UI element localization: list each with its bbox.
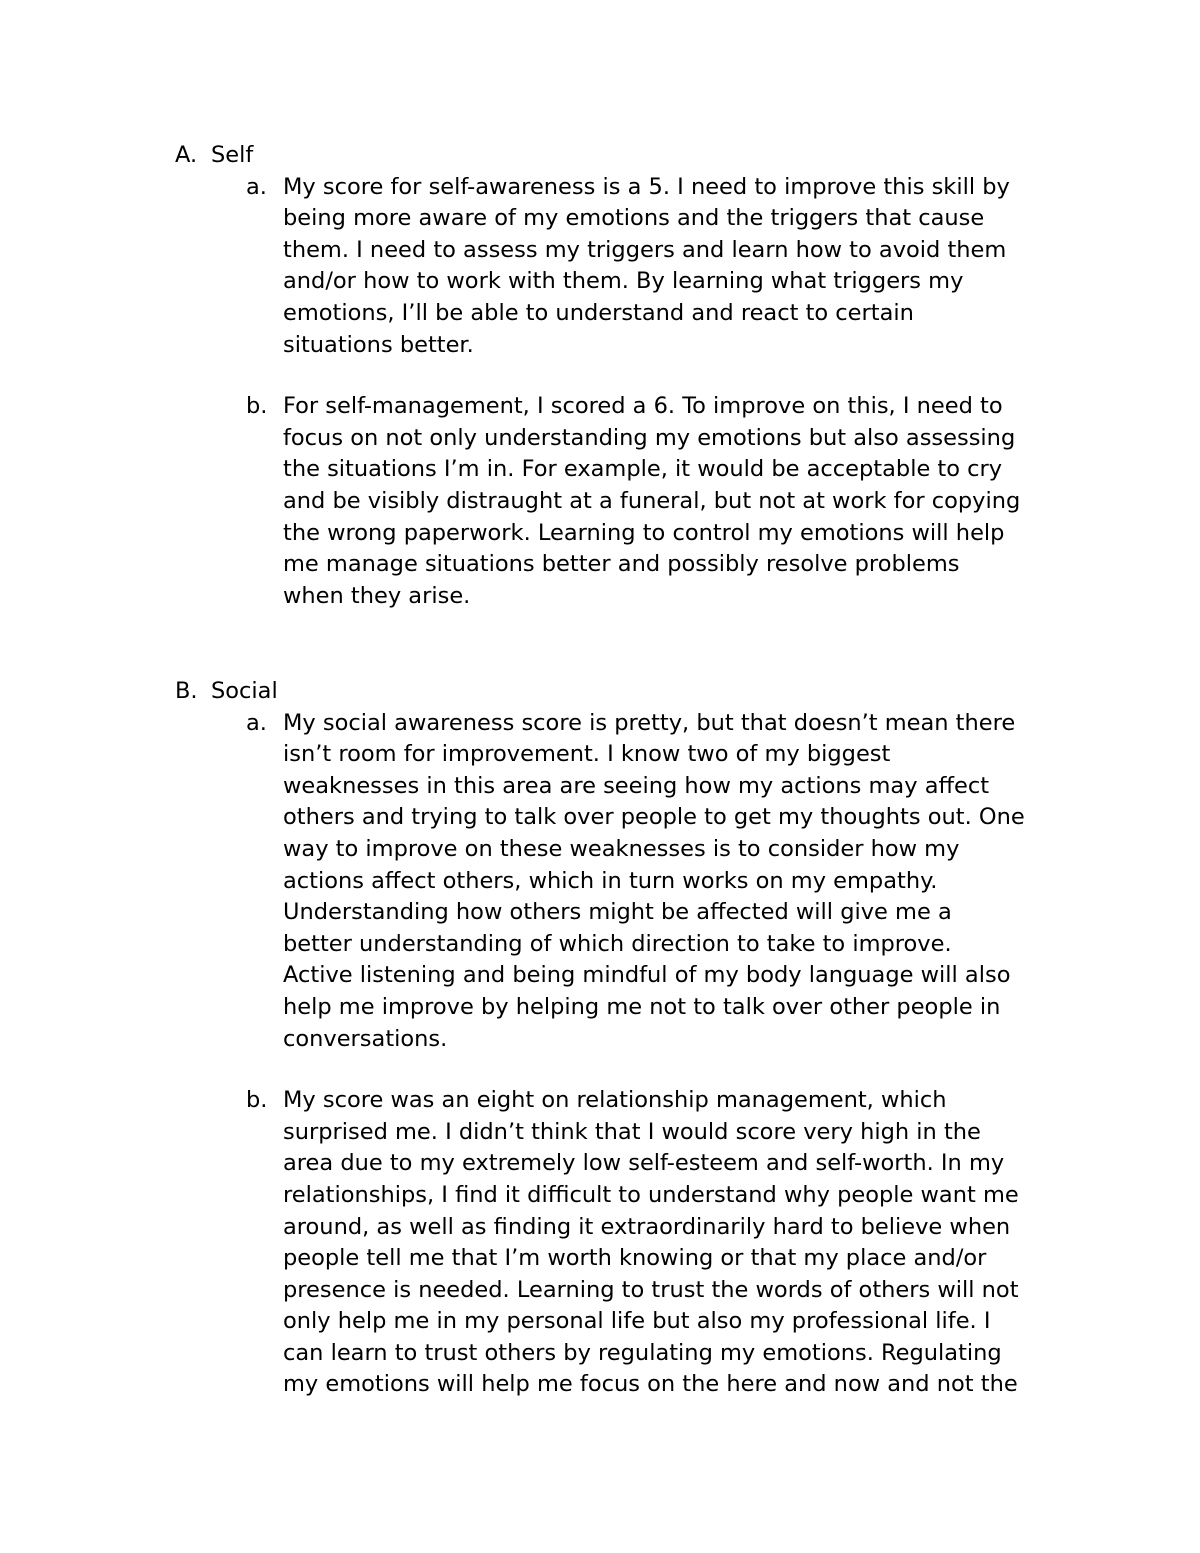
text-line: actions affect others, which in turn works on my empathy. [283,867,938,894]
list-item-self-management [246,391,1073,612]
text-line: the wrong paperwork. Learning to control my emotions will help [283,519,1005,546]
text-line: and/or how to work with them. By learning what triggers my [283,268,964,295]
text-line: my emotions will help me focus on the here and now and not the [283,1371,1018,1398]
text-line: way to improve on these weaknesses is to consider how my [283,835,960,862]
text-line: conversations. [283,1025,448,1052]
item-marker: b. [246,393,268,420]
text-line: My score for self-awareness is a 5. I need to improve this skill by [283,173,1010,200]
text-line: around, as well as finding it extraordinarily hard to believe when [283,1213,1011,1240]
text-line: situations better. [283,331,474,358]
text-line: people tell me that I’m worth knowing or that my place and/or [283,1245,987,1272]
item-marker: a. [246,173,267,200]
text-line: being more aware of my emotions and the triggers that cause [283,205,985,232]
section-social [175,676,1075,1401]
text-line: Active listening and being mindful of my body language will also [283,962,1011,989]
text-line: better understanding of which direction to take to improve. [283,930,952,957]
text-line: the situations I’m in. For example, it would be acceptable to cry [283,456,1003,483]
text-line: emotions, I’ll be able to understand and react to certain [283,299,914,326]
section-title: Self [211,142,254,168]
text-line: surprised me. I didn’t think that I would score very high in the [283,1118,981,1145]
text-line: Understanding how others might be affected will give me a [283,899,952,926]
text-line: others and trying to talk over people to get my thoughts out. One [283,804,1025,831]
text-line: relationships, I find it difficult to understand why people want me [283,1181,1019,1208]
text-line: area due to my extremely low self-esteem and self-worth. In my [283,1150,1005,1177]
text-line: My score was an eight on relationship management, which [283,1087,947,1114]
list-item-social-awareness [246,708,1073,1056]
text-line: For self-management, I scored a 6. To improve on this, I need to [283,393,1003,420]
text-line: isn’t room for improvement. I know two of my biggest [283,741,891,768]
item-marker: a. [246,709,267,736]
text-line: and be visibly distraught at a funeral, but not at work for copying [283,487,1021,514]
text-line: help me improve by helping me not to talk over other people in [283,993,1001,1020]
list-item-self-awareness [246,172,1073,362]
section-marker: A. [175,142,198,168]
text-line: them. I need to assess my triggers and learn how to avoid them [283,236,1007,263]
section-marker: B. [175,678,198,704]
section-heading [175,676,1075,708]
section-self [175,140,1075,612]
text-line: focus on not only understanding my emotions but also assessing [283,424,1016,451]
text-line: presence is needed. Learning to trust the words of others will not [283,1276,1019,1303]
section-heading [175,140,1075,172]
item-marker: b. [246,1087,268,1114]
section-title: Social [211,678,278,704]
text-line: My social awareness score is pretty, but that doesn’t mean there [283,709,1016,736]
text-line: can learn to trust others by regulating my emotions. Regulating [283,1339,1002,1366]
text-line: weaknesses in this area are seeing how my actions may affect [283,772,990,799]
text-line: when they arise. [283,582,471,609]
text-line: only help me in my personal life but also my professional life. I [283,1308,991,1335]
list-item-relationship-management [246,1085,1073,1401]
text-line: me manage situations better and possibly resolve problems [283,551,960,578]
